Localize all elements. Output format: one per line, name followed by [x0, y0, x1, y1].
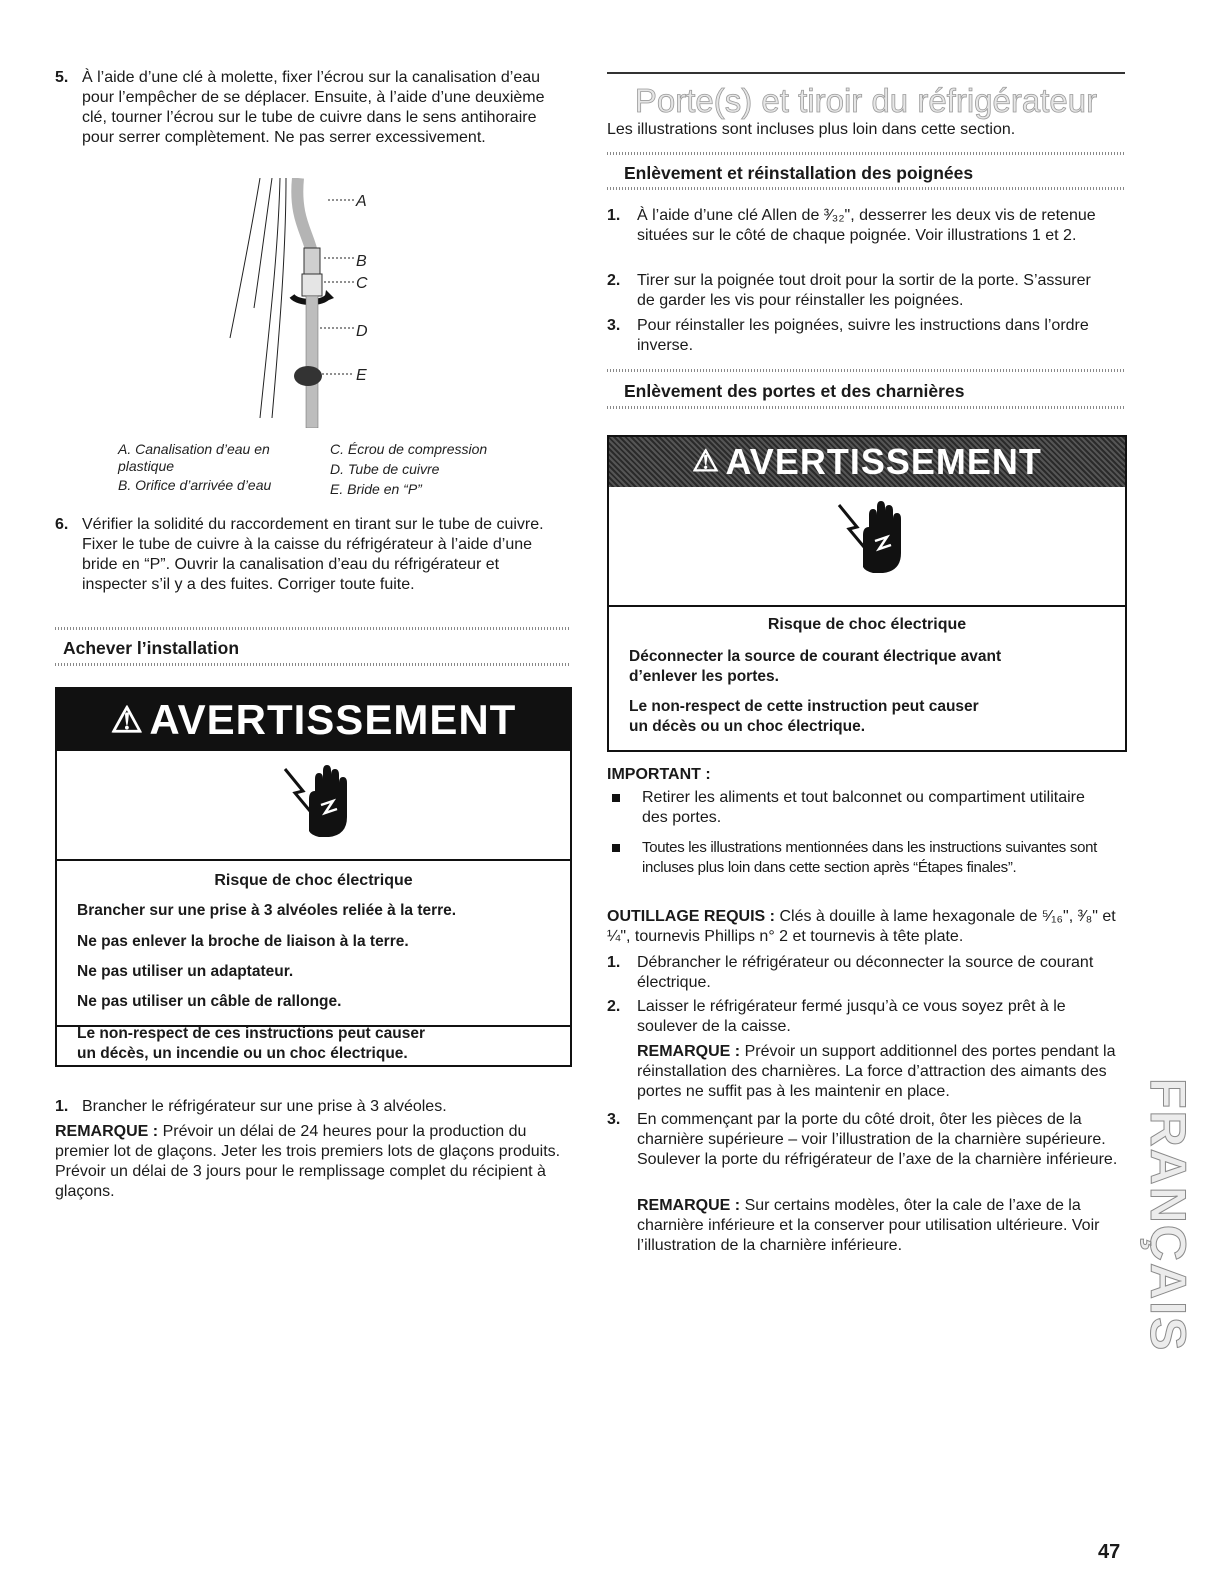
door-note-shim: REMARQUE : Sur certains modèles, ôter la cale de l’axe de la charnière inférieure et la conserver pour utilisation ultérieure. Voir l’illustration de la charnière inférieure. [637, 1197, 1100, 1254]
figure-letter-b: B [356, 253, 367, 270]
warning-line-2: Ne pas enlever la broche de liaison à la terre. [77, 933, 409, 950]
electric-shock-hand-icon [835, 497, 905, 575]
warning-header: ⚠ AVERTISSEMENT [609, 437, 1125, 487]
warning-consequence-2: un décès, un incendie ou un choc électrique. [77, 1045, 408, 1062]
ice-note: REMARQUE : Prévoir un délai de 24 heures pour la production du premier lot de glaçons. Jeter les trois premiers lots de glaçons produits. Prévoir un délai de 3 jours pour le remplissage complet du récipient à glaçons. [55, 1123, 561, 1200]
legend-b: B. Orifice d’arrivée d’eau [118, 477, 272, 493]
warning-risk: Risque de choc électrique [214, 872, 413, 889]
water-line-figure [220, 178, 380, 428]
section-title-achever: Achever l’installation [63, 638, 240, 658]
language-side-tab: FRANÇAIS [1140, 1078, 1196, 1353]
door-note-support: REMARQUE : Prévoir un support additionnel des portes pendant la réinstallation des charnières. La force d’attraction des aimants des portes ne suffit pas à les maintenir en place. [637, 1043, 1116, 1100]
legend-c: C. Écrou de compression [330, 441, 488, 457]
warning-line-1b: d’enlever les portes. [629, 668, 779, 685]
p-clamp [294, 366, 322, 386]
divider [55, 627, 570, 630]
copper-tube [306, 296, 318, 428]
plastic-water-line [297, 178, 312, 253]
warning-line-2a: Le non-respect de cette instruction peut causer [629, 698, 979, 715]
subsection-portes-charnieres: Enlèvement des portes et des charnières [624, 381, 965, 401]
warning-line-1a: Déconnecter la source de courant électrique avant [629, 648, 1002, 665]
warning-box-doors [607, 435, 1127, 752]
warning-box-ground [55, 687, 572, 1027]
warning-triangle-icon: ⚠ [692, 445, 721, 478]
important-label: IMPORTANT : [607, 766, 711, 783]
divider [55, 663, 570, 666]
divider [607, 369, 1125, 372]
warning-line-1: Brancher sur une prise à 3 alvéoles reliée à la terre. [77, 902, 457, 919]
page-number: 47 [1098, 1541, 1121, 1563]
bullet-square-icon [612, 844, 620, 852]
warning-line-2b: un décès ou un choc électrique. [629, 718, 865, 735]
top-rule [607, 72, 1125, 74]
legend-e: E. Bride en “P” [330, 481, 422, 497]
electric-shock-hand-icon [281, 761, 351, 839]
bullet-square-icon [612, 794, 620, 802]
divider [607, 406, 1125, 409]
warning-line-3: Ne pas utiliser un adaptateur. [77, 963, 294, 980]
warning-box-extension [55, 1023, 572, 1067]
warning-line-4: Ne pas utiliser un câble de rallonge. [77, 993, 342, 1010]
warning-risk: Risque de choc électrique [767, 616, 967, 633]
figure-letter-c: C [356, 275, 368, 292]
warning-consequence-1: Le non-respect de ces instructions peut causer [77, 1025, 425, 1042]
figure-letter-d: D [356, 323, 368, 340]
divider [607, 152, 1125, 155]
warning-header: ⚠ AVERTISSEMENT [57, 689, 570, 751]
water-inlet [304, 248, 320, 274]
figure-letter-e: E [356, 367, 367, 384]
warning-triangle-icon: ⚠ [110, 699, 144, 740]
legend-d: D. Tube de cuivre [330, 461, 440, 477]
figure-letter-a: A [356, 193, 367, 210]
section-title-portes: Porte(s) et tiroir du réfrigérateur [634, 82, 1098, 119]
warning-divider [609, 605, 1125, 607]
subsection-poignees: Enlèvement et réinstallation des poignées [624, 163, 974, 183]
divider [607, 187, 1125, 190]
intro-text: Les illustrations sont incluses plus loin dans cette section. [607, 121, 1016, 138]
warning-divider [57, 859, 570, 861]
compression-nut [302, 274, 322, 296]
legend-a: A. Canalisation d’eau en plastique [118, 441, 270, 474]
tools-required: OUTILLAGE REQUIS : Clés à douille à lame hexagonale de ⁵⁄₁₆", ³⁄₈" et ¼", tournevis Phillips n° 2 et tournevis à tête plate. [607, 908, 1116, 945]
